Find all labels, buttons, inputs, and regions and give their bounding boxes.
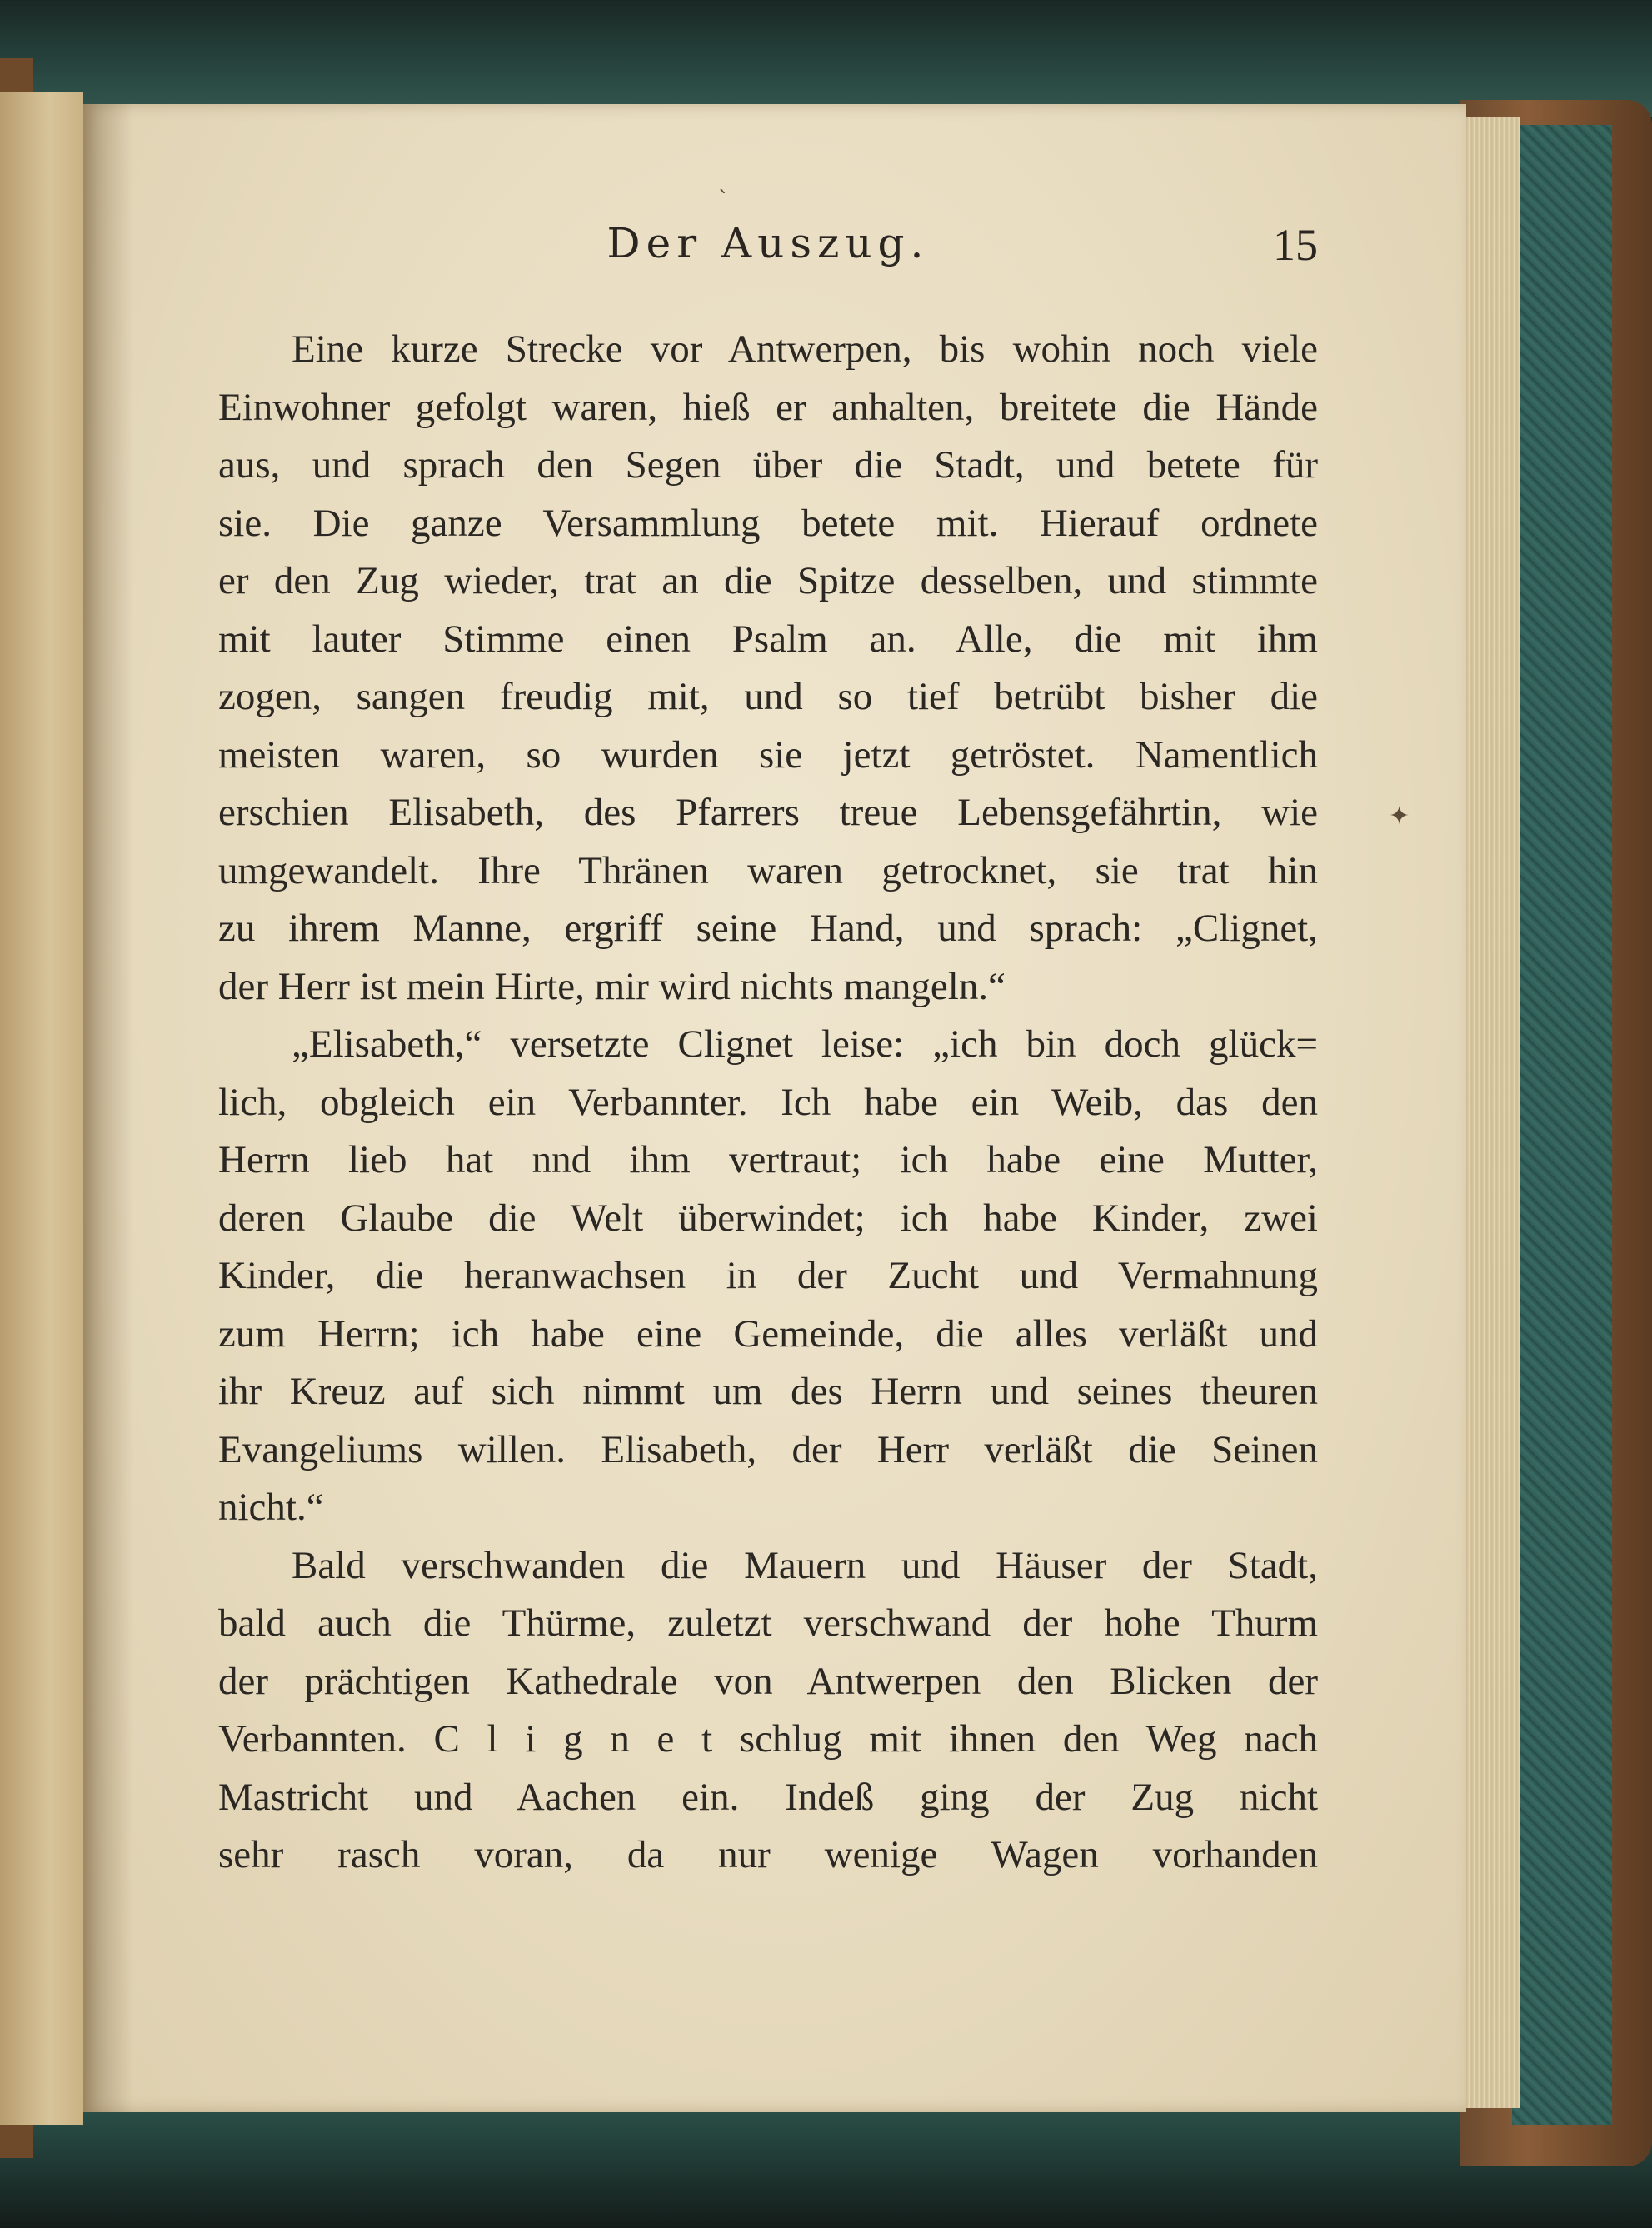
text-line: Eine kurze Strecke vor Antwerpen, bis wohin noch viele (292, 327, 1318, 371)
text-line: erschien Elisabeth, des Pfarrers treue Lebensgefährtin, wie (218, 791, 1318, 834)
text-line: Evangeliums willen. Elisabeth, der Herr verläßt die Seinen (218, 1427, 1318, 1471)
facing-page-edge (0, 92, 83, 2125)
text-line: bald auch die Thürme, zuletzt verschwand der hohe Thurm (218, 1601, 1318, 1645)
text-line: Kinder, die heranwachsen in der Zucht und Vermahnung (218, 1254, 1318, 1297)
gutter-shadow (83, 104, 133, 2112)
text-line: Einwohner gefolgt waren, hieß er anhalten, breitete die Hände (218, 385, 1318, 429)
text-line: meisten waren, so wurden sie jetzt getröstet. Namentlich (218, 732, 1318, 777)
text-line: „Elisabeth,“ versetzte Clignet leise: „ich bin doch glück= (292, 1022, 1318, 1066)
text-line: der prächtigen Kathedrale von Antwerpen den Blicken der (218, 1659, 1318, 1703)
text-line: aus, und sprach den Segen über die Stadt, und betete für (218, 443, 1318, 487)
cover-top-edge (0, 0, 1652, 117)
ink-mark-icon: ˋ (718, 187, 729, 212)
text-line: Bald verschwanden die Mauern und Häuser der Stadt, (292, 1543, 1318, 1587)
body-text (218, 321, 1318, 1885)
running-header (218, 219, 1318, 277)
text-line: zu ihrem Manne, ergriff seine Hand, und sprach: „Clignet, (218, 907, 1318, 950)
ink-speck-icon: ✦ (1389, 802, 1410, 831)
page-number: 15 (1273, 220, 1318, 270)
text-line: er den Zug wieder, trat an die Spitze desselben, und stimmte (218, 559, 1318, 602)
text-line: ihr Kreuz auf sich nimmt um des Herrn und seines theuren (218, 1370, 1318, 1413)
text-line: deren Glaube die Welt überwindet; ich habe Kinder, zwei (218, 1196, 1318, 1240)
text-line: sie. Die ganze Versammlung betete mit. Hierauf ordnete (218, 501, 1318, 545)
marbled-cover-right (1512, 125, 1612, 2125)
text-line: nicht.“ (218, 1486, 324, 1529)
text-line: zum Herrn; ich habe eine Gemeinde, die alles verläßt und (218, 1311, 1318, 1356)
text-line: lich, obgleich ein Verbannter. Ich habe ein Weib, das den (218, 1080, 1318, 1124)
text-line: Herrn lieb hat nnd ihm vertraut; ich habe eine Mutter, (218, 1138, 1318, 1181)
text-line: sehr rasch voran, da nur wenige Wagen vorhanden (218, 1833, 1318, 1876)
text-line: zogen, sangen freudig mit, und so tief betrübt bisher die (218, 675, 1318, 718)
text-line: umgewandelt. Ihre Thränen waren getrocknet, sie trat hin (218, 848, 1318, 892)
text-line: Verbannten. C l i g n e t schlug mit ihnen den Weg nach (218, 1717, 1318, 1761)
text-line: der Herr ist mein Hirte, mir wird nichts mangeln.“ (218, 964, 1006, 1008)
text-line: mit lauter Stimme einen Psalm an. Alle, die mit ihm (218, 617, 1318, 661)
text-line: Mastricht und Aachen ein. Indeß ging der Zug nicht (218, 1775, 1318, 1819)
running-title: Der Auszug. (606, 219, 930, 267)
